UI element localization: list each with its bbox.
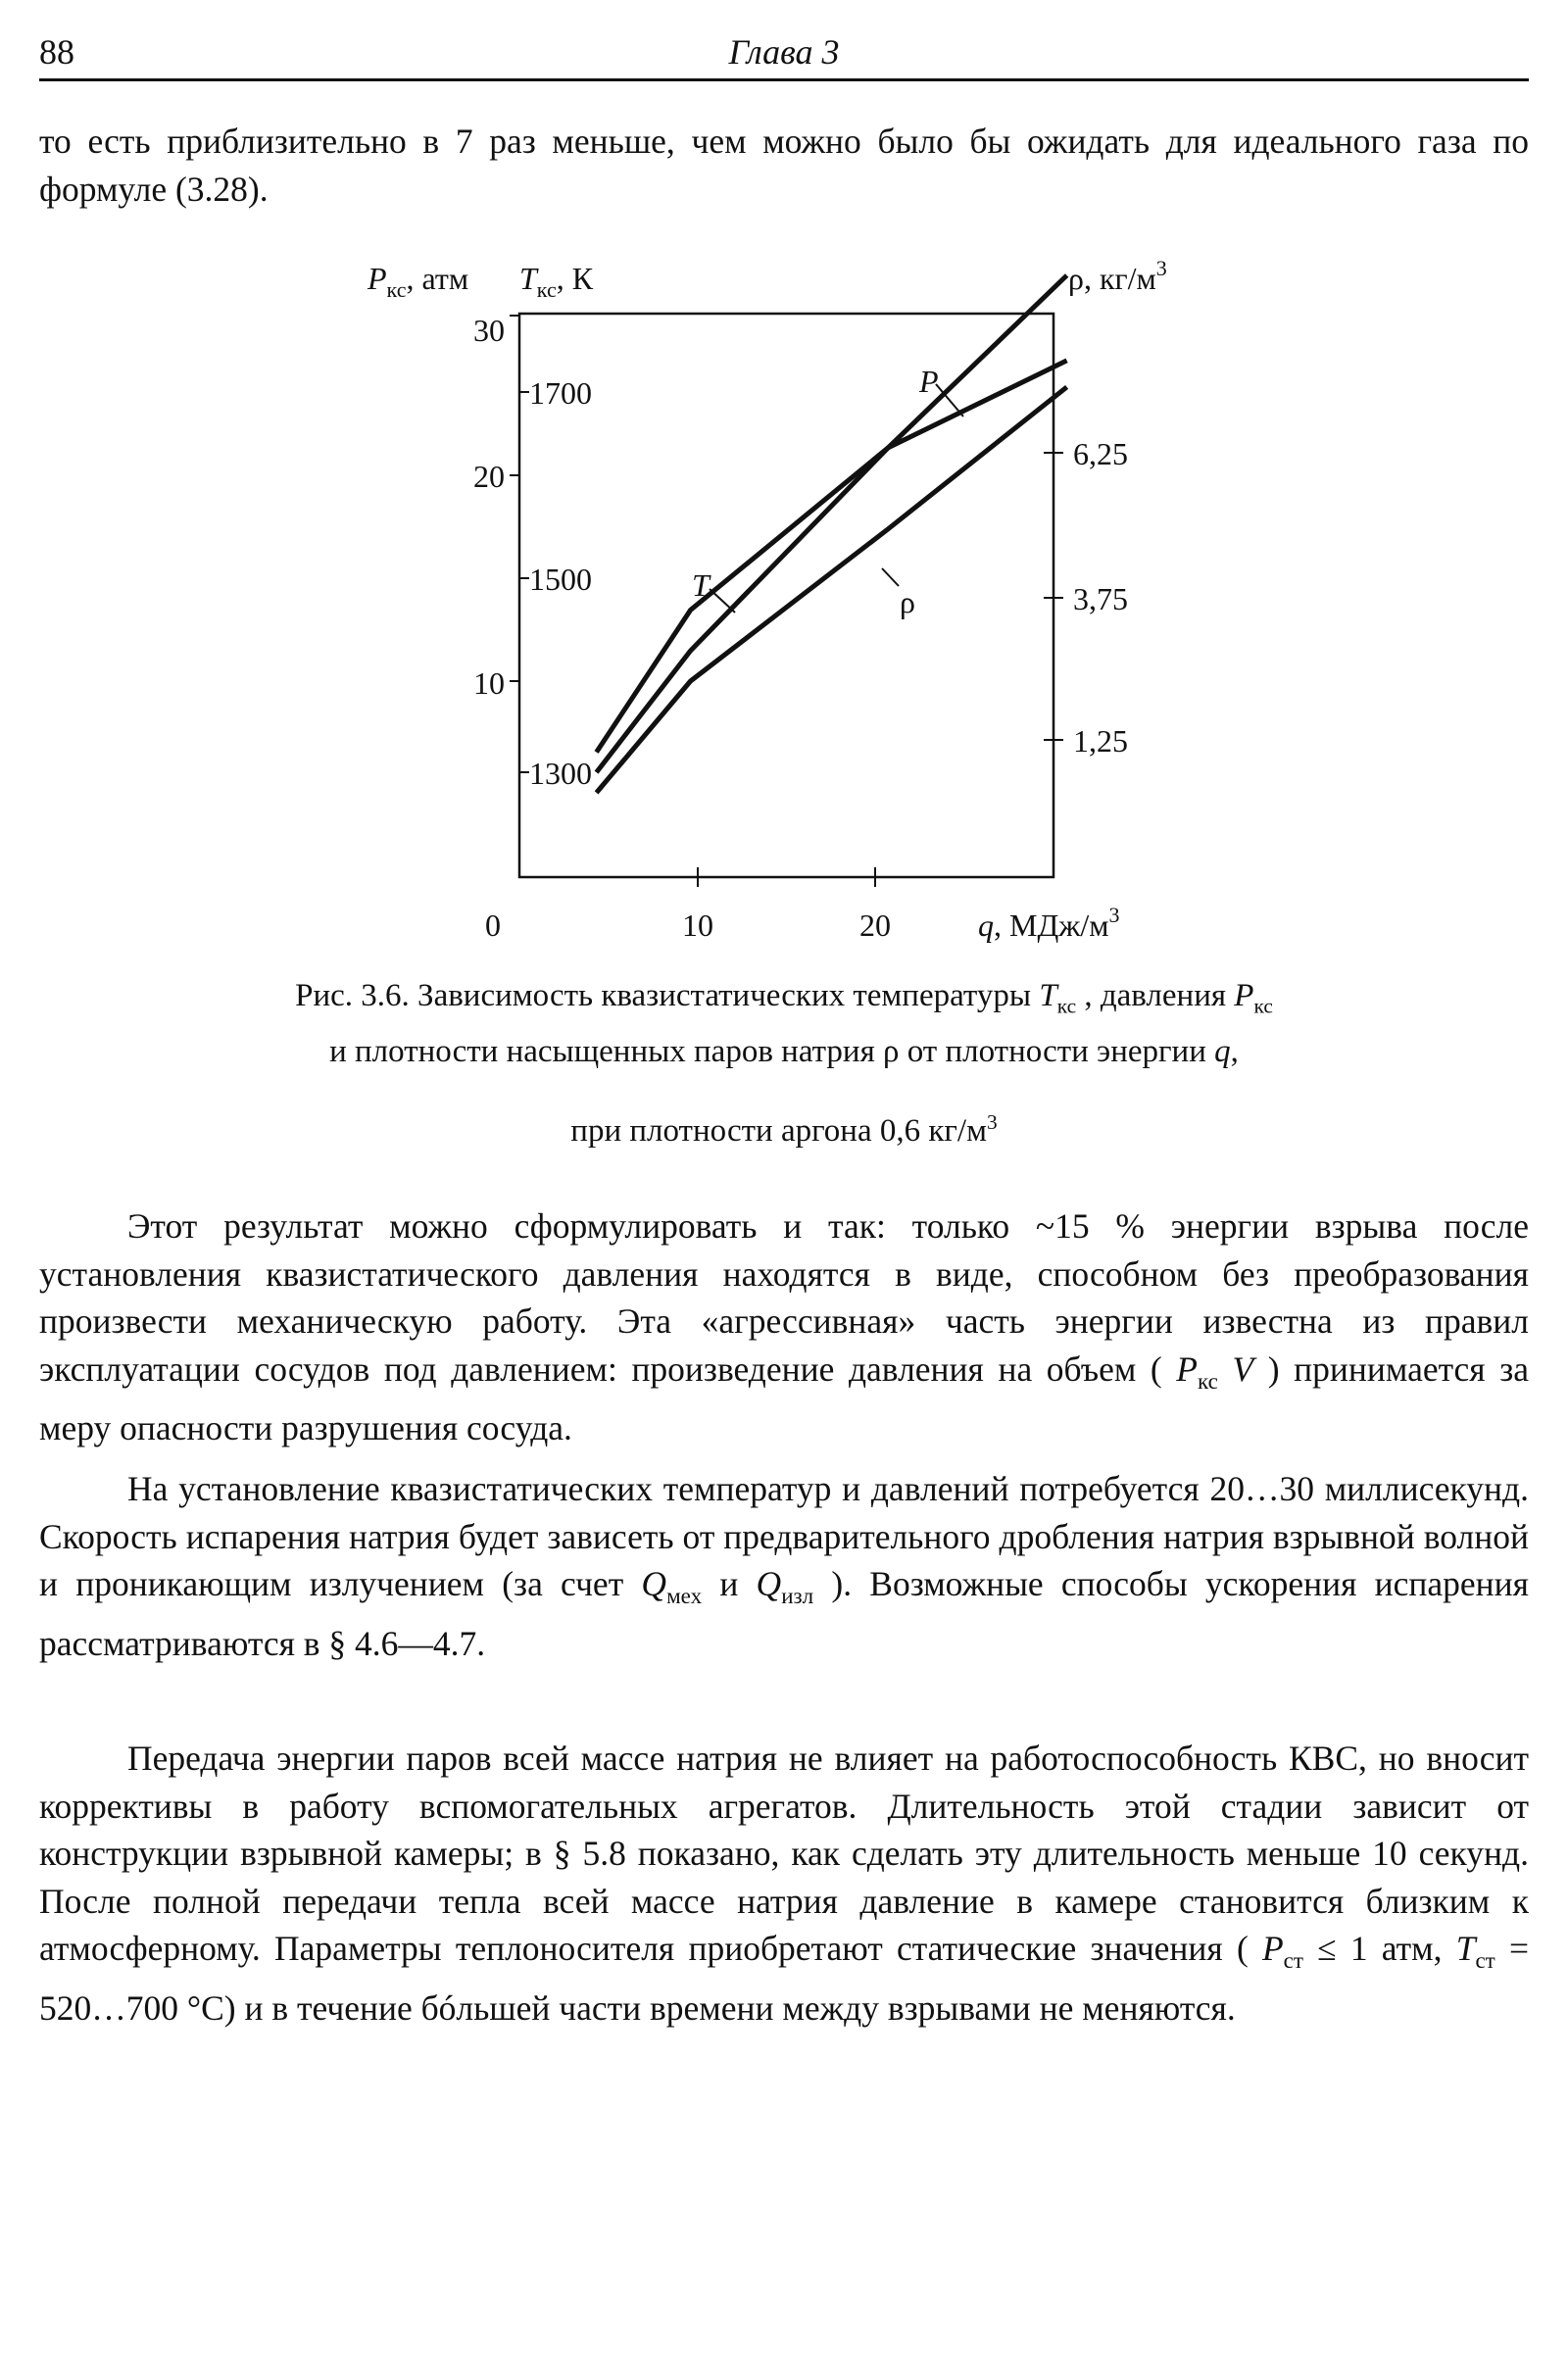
- t-tick-1700: 1700: [529, 375, 592, 411]
- paragraph-1: Этот результат можно сформулировать и так: только ~15 % энергии взрыва после установления квазистатического давления находятся в виде, способном без преобразования произвести механическую работу. Эта «агрессивная» часть энергии известна из правил эксплуатации сосудов под давлением: произведение давления на объем ( $P_{кс}$ V ) принимается за меру опасности разрушения сосуда.: [39, 1206, 1529, 1448]
- x-axis-ticks: [485, 867, 891, 943]
- page-number: 88: [39, 32, 74, 72]
- rho-axis-ticks: [1044, 436, 1128, 759]
- figure-3-6-chart: [0, 0, 1568, 960]
- x-tick-10: 10: [682, 907, 713, 943]
- p-tick-20: 20: [473, 459, 505, 494]
- svg-text:P: P: [919, 364, 939, 399]
- caption-line-1: Рис. 3.6. Зависимость квазистатических температуры $T_{кс}$ , давления $P_{кс}$: [295, 978, 1273, 1018]
- series-line-temperature: [597, 361, 1067, 753]
- paragraph-3: Передача энергии паров всей массе натрия не влияет на работоспособность КВС, но вносит коррективы в работу вспомогательных агрегатов. Длительность этой стадии зависит от конструкции взрывной камеры; в § 5.8 показано, как сделать эту длительность меньше 10 секунд. После полной передачи тепла всей массе натрия давление в камере становится близким к атмосферному. Параметры теплоносителя приобретают статические значения ( $P_{ст} \le 1$ атм, $T_{ст}$ = 520…700 °С) и в течение бóльшей части времени между взрывами не меняются.: [39, 1739, 1529, 2029]
- paragraph-2: На установление квазистатических температур и давлений потребуется 20…30 миллисекунд. Скорость испарения натрия будет зависеть от предварительного дробления натрия взрывной волной и проникающим излучением (за счет $Q_{мех}$ и $Q_{изл}$ ). Возможные способы ускорения испарения рассматриваются в § 4.6—4.7.: [39, 1469, 1529, 1663]
- rho-tick-6-25: 6,25: [1073, 436, 1128, 471]
- p-tick-10: 10: [473, 665, 505, 701]
- x-tick-20: 20: [859, 907, 891, 943]
- curve-label-rho: [882, 568, 915, 619]
- figure-caption: [118, 973, 1450, 1153]
- caption-line-3: при плотности аргона 0,6 $кг/м^3$: [570, 1109, 998, 1149]
- x-tick-0: 0: [485, 907, 501, 943]
- t-axis-ticks: [519, 375, 592, 791]
- caption-line-2: и плотности насыщенных паров натрия ρ от плотности энергии q,: [329, 1033, 1239, 1069]
- intro-paragraph: то есть приблизительно в 7 раз меньше, чем можно было бы ожидать для идеального газа по формуле (3.28).: [39, 122, 1529, 209]
- x-axis-label: q, МДж/$м^3$: [978, 903, 1120, 943]
- t-tick-1500: 1500: [529, 562, 592, 597]
- rho-axis-label: ρ, $кг/м^3$: [1068, 256, 1167, 296]
- series-line-density: [597, 387, 1067, 793]
- svg-text:T: T: [692, 567, 710, 603]
- chapter-title: Глава 3: [728, 32, 840, 72]
- rho-tick-1-25: 1,25: [1073, 723, 1128, 759]
- curve-label-p: [918, 364, 963, 417]
- t-tick-1300: 1300: [529, 756, 592, 791]
- series-line-pressure: [597, 275, 1067, 772]
- p-axis-label: $P_{кс}$, атм: [368, 261, 469, 302]
- t-axis-label: $T_{кс}$, К: [519, 261, 594, 302]
- p-tick-30: 30: [473, 313, 505, 348]
- rho-tick-3-75: 3,75: [1073, 581, 1128, 616]
- p-axis-ticks: [473, 313, 519, 701]
- svg-text:ρ: ρ: [900, 584, 915, 619]
